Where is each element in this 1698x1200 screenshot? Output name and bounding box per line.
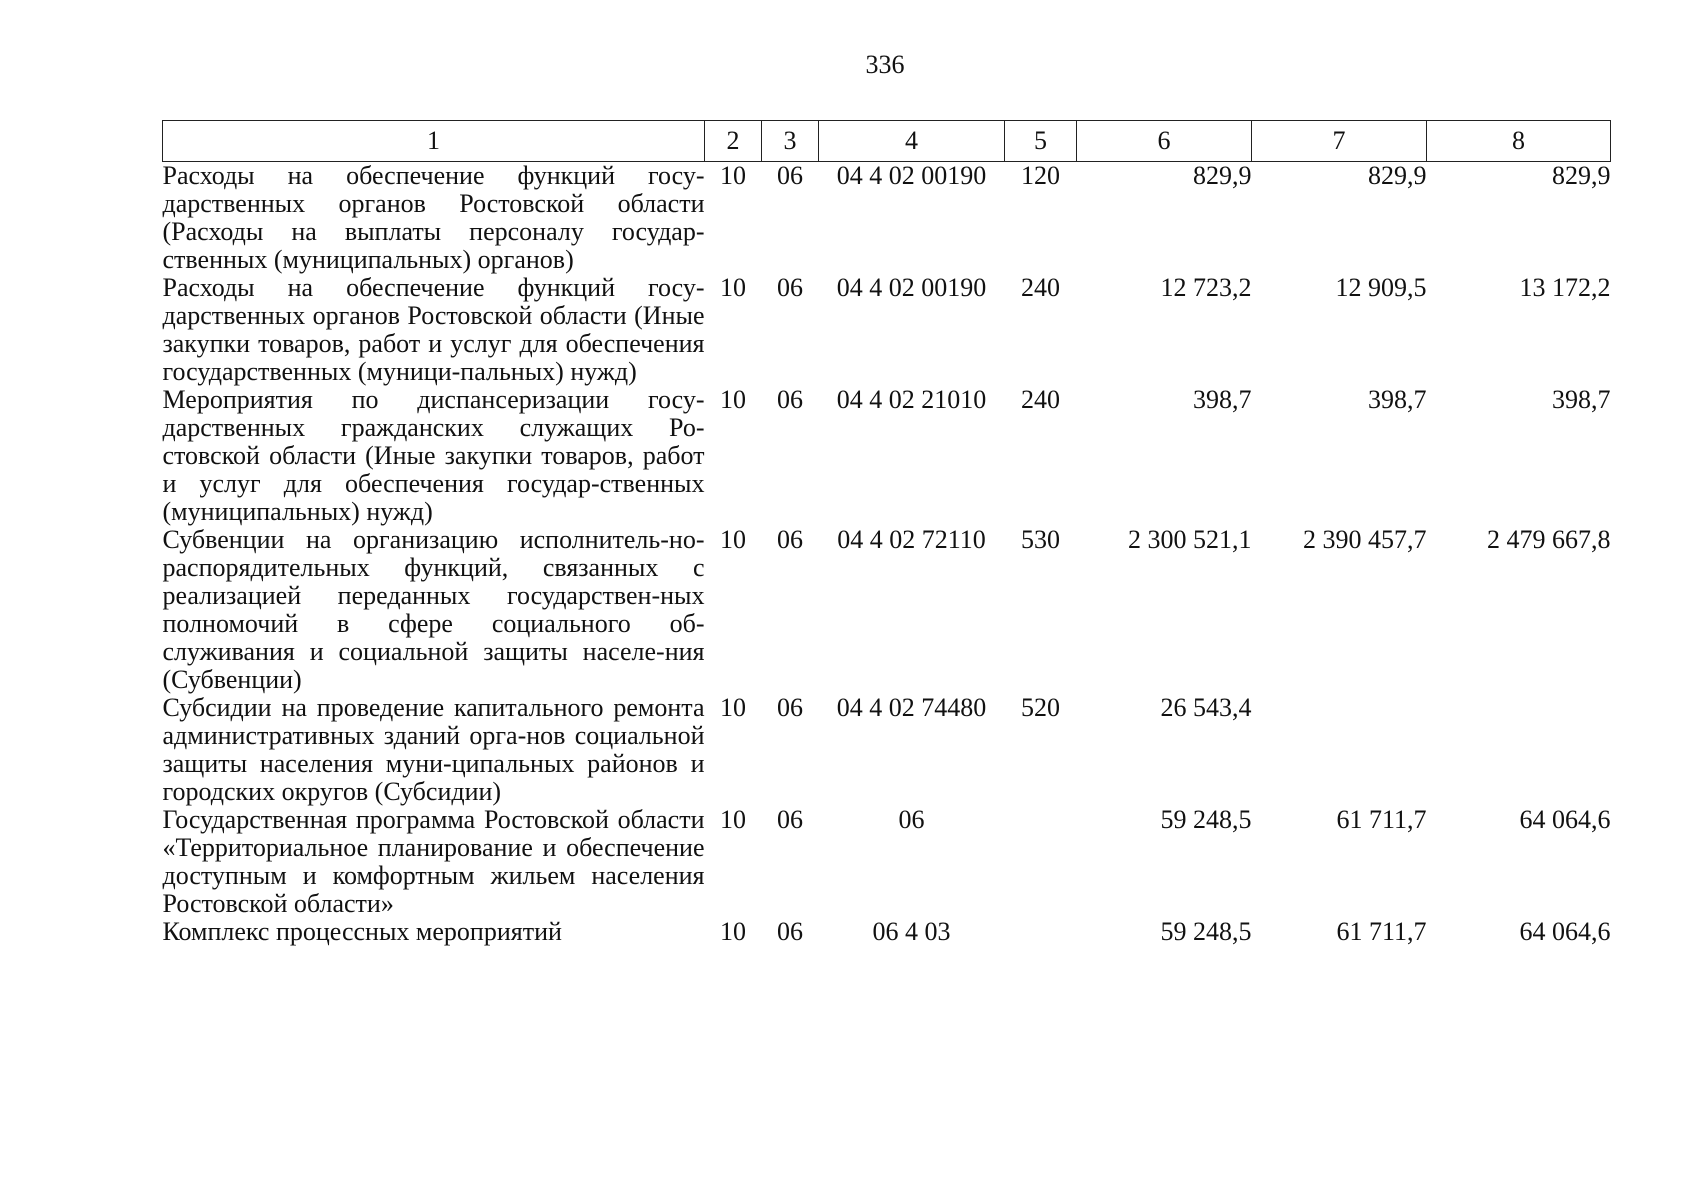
podrazdel-cell: 06: [777, 693, 803, 722]
csr-cell: 04 4 02 00190: [836, 161, 987, 190]
podrazdel-cell: 06: [777, 385, 803, 414]
header-col-2: 2: [705, 121, 762, 162]
csr-cell: 06 4 03: [872, 917, 951, 946]
header-col-7: 7: [1252, 121, 1427, 162]
sum-col-6-cell: 12 723,2: [1160, 273, 1252, 302]
razdel-cell: 10: [720, 805, 746, 834]
row-name: Комплекс процессных мероприятий: [162, 917, 562, 946]
vr-cell: [1005, 806, 1077, 918]
header-col-1: 1: [163, 121, 705, 162]
row-name-cell: [163, 694, 705, 806]
sum-col-6-cell: 59 248,5: [1160, 917, 1252, 946]
row-name: Расходы на обеспечение функций госу-дарственных органов Ростовской области (Иные закупки товаров, работ и услуг для обеспечения государственных (муници-пальных) нужд): [162, 273, 705, 386]
sum-col-7-cell: 829,9: [1368, 161, 1427, 190]
sum-col-6-cell: 59 248,5: [1160, 805, 1252, 834]
csr-cell: 04 4 02 74480: [836, 693, 987, 722]
budget-table: [162, 120, 1611, 946]
sum-col-7-cell: 61 711,7: [1336, 805, 1427, 834]
sum-col-8-cell: 398,7: [1552, 385, 1611, 414]
row-name: Субвенции на организацию исполнитель-но-распорядительных функций, связанных с реализацией переданных государствен-ных полномочий в сфере социального об-служивания и социальной защиты населе-ния (Субвенции): [162, 525, 705, 694]
sum-col-7-cell: 61 711,7: [1336, 917, 1427, 946]
sum-col-6-cell: 829,9: [1193, 161, 1252, 190]
podrazdel-cell: 06: [777, 917, 803, 946]
razdel-cell: 10: [720, 161, 746, 190]
csr-cell: 04 4 02 00190: [836, 273, 987, 302]
sum-col-6-cell: 2 300 521,1: [1128, 525, 1252, 554]
row-name-cell: [163, 526, 705, 694]
podrazdel-cell: 06: [777, 273, 803, 302]
table-row: [163, 274, 1611, 386]
vr-cell: 240: [1021, 385, 1060, 414]
header-col-6: 6: [1077, 121, 1252, 162]
table-row: [163, 162, 1611, 275]
sum-col-8-cell: 829,9: [1552, 161, 1611, 190]
sum-col-7-cell: 12 909,5: [1335, 273, 1427, 302]
razdel-cell: 10: [720, 385, 746, 414]
page-number: 336: [865, 50, 905, 79]
sum-col-8-cell: [1427, 694, 1611, 806]
row-name-cell: [163, 386, 705, 526]
sum-col-8-cell: 13 172,2: [1519, 273, 1611, 302]
sum-col-8-cell: 64 064,6: [1519, 805, 1611, 834]
sum-col-7-cell: 398,7: [1368, 385, 1427, 414]
header-col-4: 4: [819, 121, 1005, 162]
header-col-8: 8: [1427, 121, 1611, 162]
vr-cell: 120: [1021, 161, 1060, 190]
table-row: [163, 694, 1611, 806]
vr-cell: 520: [1021, 693, 1060, 722]
csr-cell: 04 4 02 72110: [837, 525, 986, 554]
vr-cell: 240: [1021, 273, 1060, 302]
sum-col-7-cell: [1252, 694, 1427, 806]
row-name-cell: [163, 918, 705, 946]
table-row: [163, 918, 1611, 946]
header-row: [163, 121, 1611, 162]
table-row: [163, 806, 1611, 918]
razdel-cell: 10: [720, 693, 746, 722]
table-row: [163, 386, 1611, 526]
header-col-3: 3: [762, 121, 819, 162]
sum-col-7-cell: 2 390 457,7: [1303, 525, 1427, 554]
csr-cell: 04 4 02 21010: [836, 385, 987, 414]
table-row: [163, 526, 1611, 694]
podrazdel-cell: 06: [777, 805, 803, 834]
row-name: Субсидии на проведение капитального ремонта административных зданий орга-нов социальной защиты населения муни-ципальных районов и городских округов (Субсидии): [162, 693, 705, 806]
razdel-cell: 10: [720, 525, 746, 554]
podrazdel-cell: 06: [777, 525, 803, 554]
row-name-cell: [163, 162, 705, 275]
header-col-5: 5: [1005, 121, 1077, 162]
row-name-cell: [163, 806, 705, 918]
row-name: Расходы на обеспечение функций госу-дарственных органов Ростовской области (Расходы на выплаты персоналу государ-ственных (муниципальных) органов): [162, 161, 705, 274]
sum-col-6-cell: 26 543,4: [1160, 693, 1252, 722]
vr-cell: [1005, 918, 1077, 946]
row-name: Мероприятия по диспансеризации госу-дарственных гражданских служащих Ро-стовской области (Иные закупки товаров, работ и услуг для обеспечения государ-ственных (муниципальных) нужд): [162, 385, 705, 526]
csr-cell: 06: [898, 805, 925, 834]
row-name-cell: [163, 274, 705, 386]
razdel-cell: 10: [720, 917, 746, 946]
sum-col-8-cell: 2 479 667,8: [1487, 525, 1611, 554]
razdel-cell: 10: [720, 273, 746, 302]
row-name: Государственная программа Ростовской области «Территориальное планирование и обеспечение доступным и комфортным жильем населения Ростовской области»: [162, 805, 705, 918]
podrazdel-cell: 06: [777, 161, 803, 190]
sum-col-6-cell: 398,7: [1193, 385, 1252, 414]
sum-col-8-cell: 64 064,6: [1519, 917, 1611, 946]
vr-cell: 530: [1021, 525, 1060, 554]
